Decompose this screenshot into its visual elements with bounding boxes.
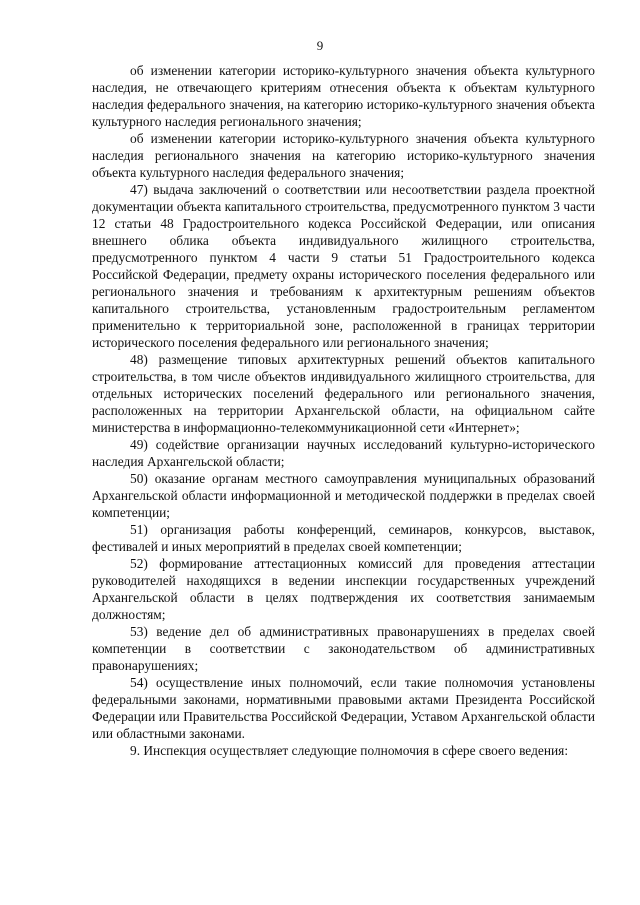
- paragraph-item-48: 48) размещение типовых архитектурных решений объектов капитального строительства, в том числе объектов индивидуального жилищного строительства, для отдельных исторических поселений федерального или регионального значения, расположенных на территории Архангельской области, на официальном сайте министерства в информационно-телекоммуникационной сети «Интернет»;: [92, 352, 595, 435]
- paragraph-item-53: 53) ведение дел об административных правонарушениях в пределах своей компетенции в соответствии с законодательством об административных правонарушениях;: [92, 624, 595, 673]
- paragraph-item-50: 50) оказание органам местного самоуправления муниципальных образований Архангельской области информационной и методической поддержки в пределах своей компетенции;: [92, 471, 595, 520]
- paragraph-section-9: 9. Инспекция осуществляет следующие полномочия в сфере своего ведения:: [130, 743, 569, 758]
- page-number: 9: [316, 38, 324, 53]
- paragraph-category-change-federal-to-regional: об изменении категории историко-культурного значения объекта культурного наследия, не отвечающего критериям отнесения объекта к объектам культурного наследия федерального значения, на категорию историко-культурного значения объекта культурного наследия регионального значения;: [92, 63, 595, 129]
- paragraph-item-52: 52) формирование аттестационных комиссий для проведения аттестации руководителей находящихся в ведении инспекции государственных учреждений Архангельской области в целях подтверждения их соответствия занимаемым должностям;: [92, 556, 595, 622]
- document-body: [92, 62, 595, 759]
- paragraph-category-change-regional-to-federal: об изменении категории историко-культурного значения объекта культурного наследия регионального значения на категорию историко-культурного значения объекта культурного наследия федерального значения;: [92, 131, 595, 180]
- paragraph-item-47: 47) выдача заключений о соответствии или несоответствии раздела проектной документации объекта капитального строительства, предусмотренного пунктом 3 части 12 статьи 48 Градостроительного кодекса Российской Федерации, или описания внешнего облика объекта индивидуального жилищного строительства, предусмотренного пунктом 4 части 9 статьи 51 Градостроительного кодекса Российской Федерации, предмету охраны исторического поселения федерального или регионального значения и требованиям к архитектурным решениям объектов капитального строительства, установленным градостроительным регламентом применительно к территориальной зоне, расположенной в границах территории исторического поселения федерального или регионального значения;: [92, 182, 595, 350]
- paragraph-item-54: 54) осуществление иных полномочий, если такие полномочия установлены федеральными законами, нормативными правовыми актами Президента Российской Федерации или Правительства Российской Федерации, Уставом Архангельской области или областными законами.: [92, 675, 595, 741]
- paragraph-item-49: 49) содействие организации научных исследований культурно-исторического наследия Архангельской области;: [92, 437, 595, 469]
- paragraph-item-51: 51) организация работы конференций, семинаров, конкурсов, выставок, фестивалей и иных мероприятий в пределах своей компетенции;: [92, 522, 595, 554]
